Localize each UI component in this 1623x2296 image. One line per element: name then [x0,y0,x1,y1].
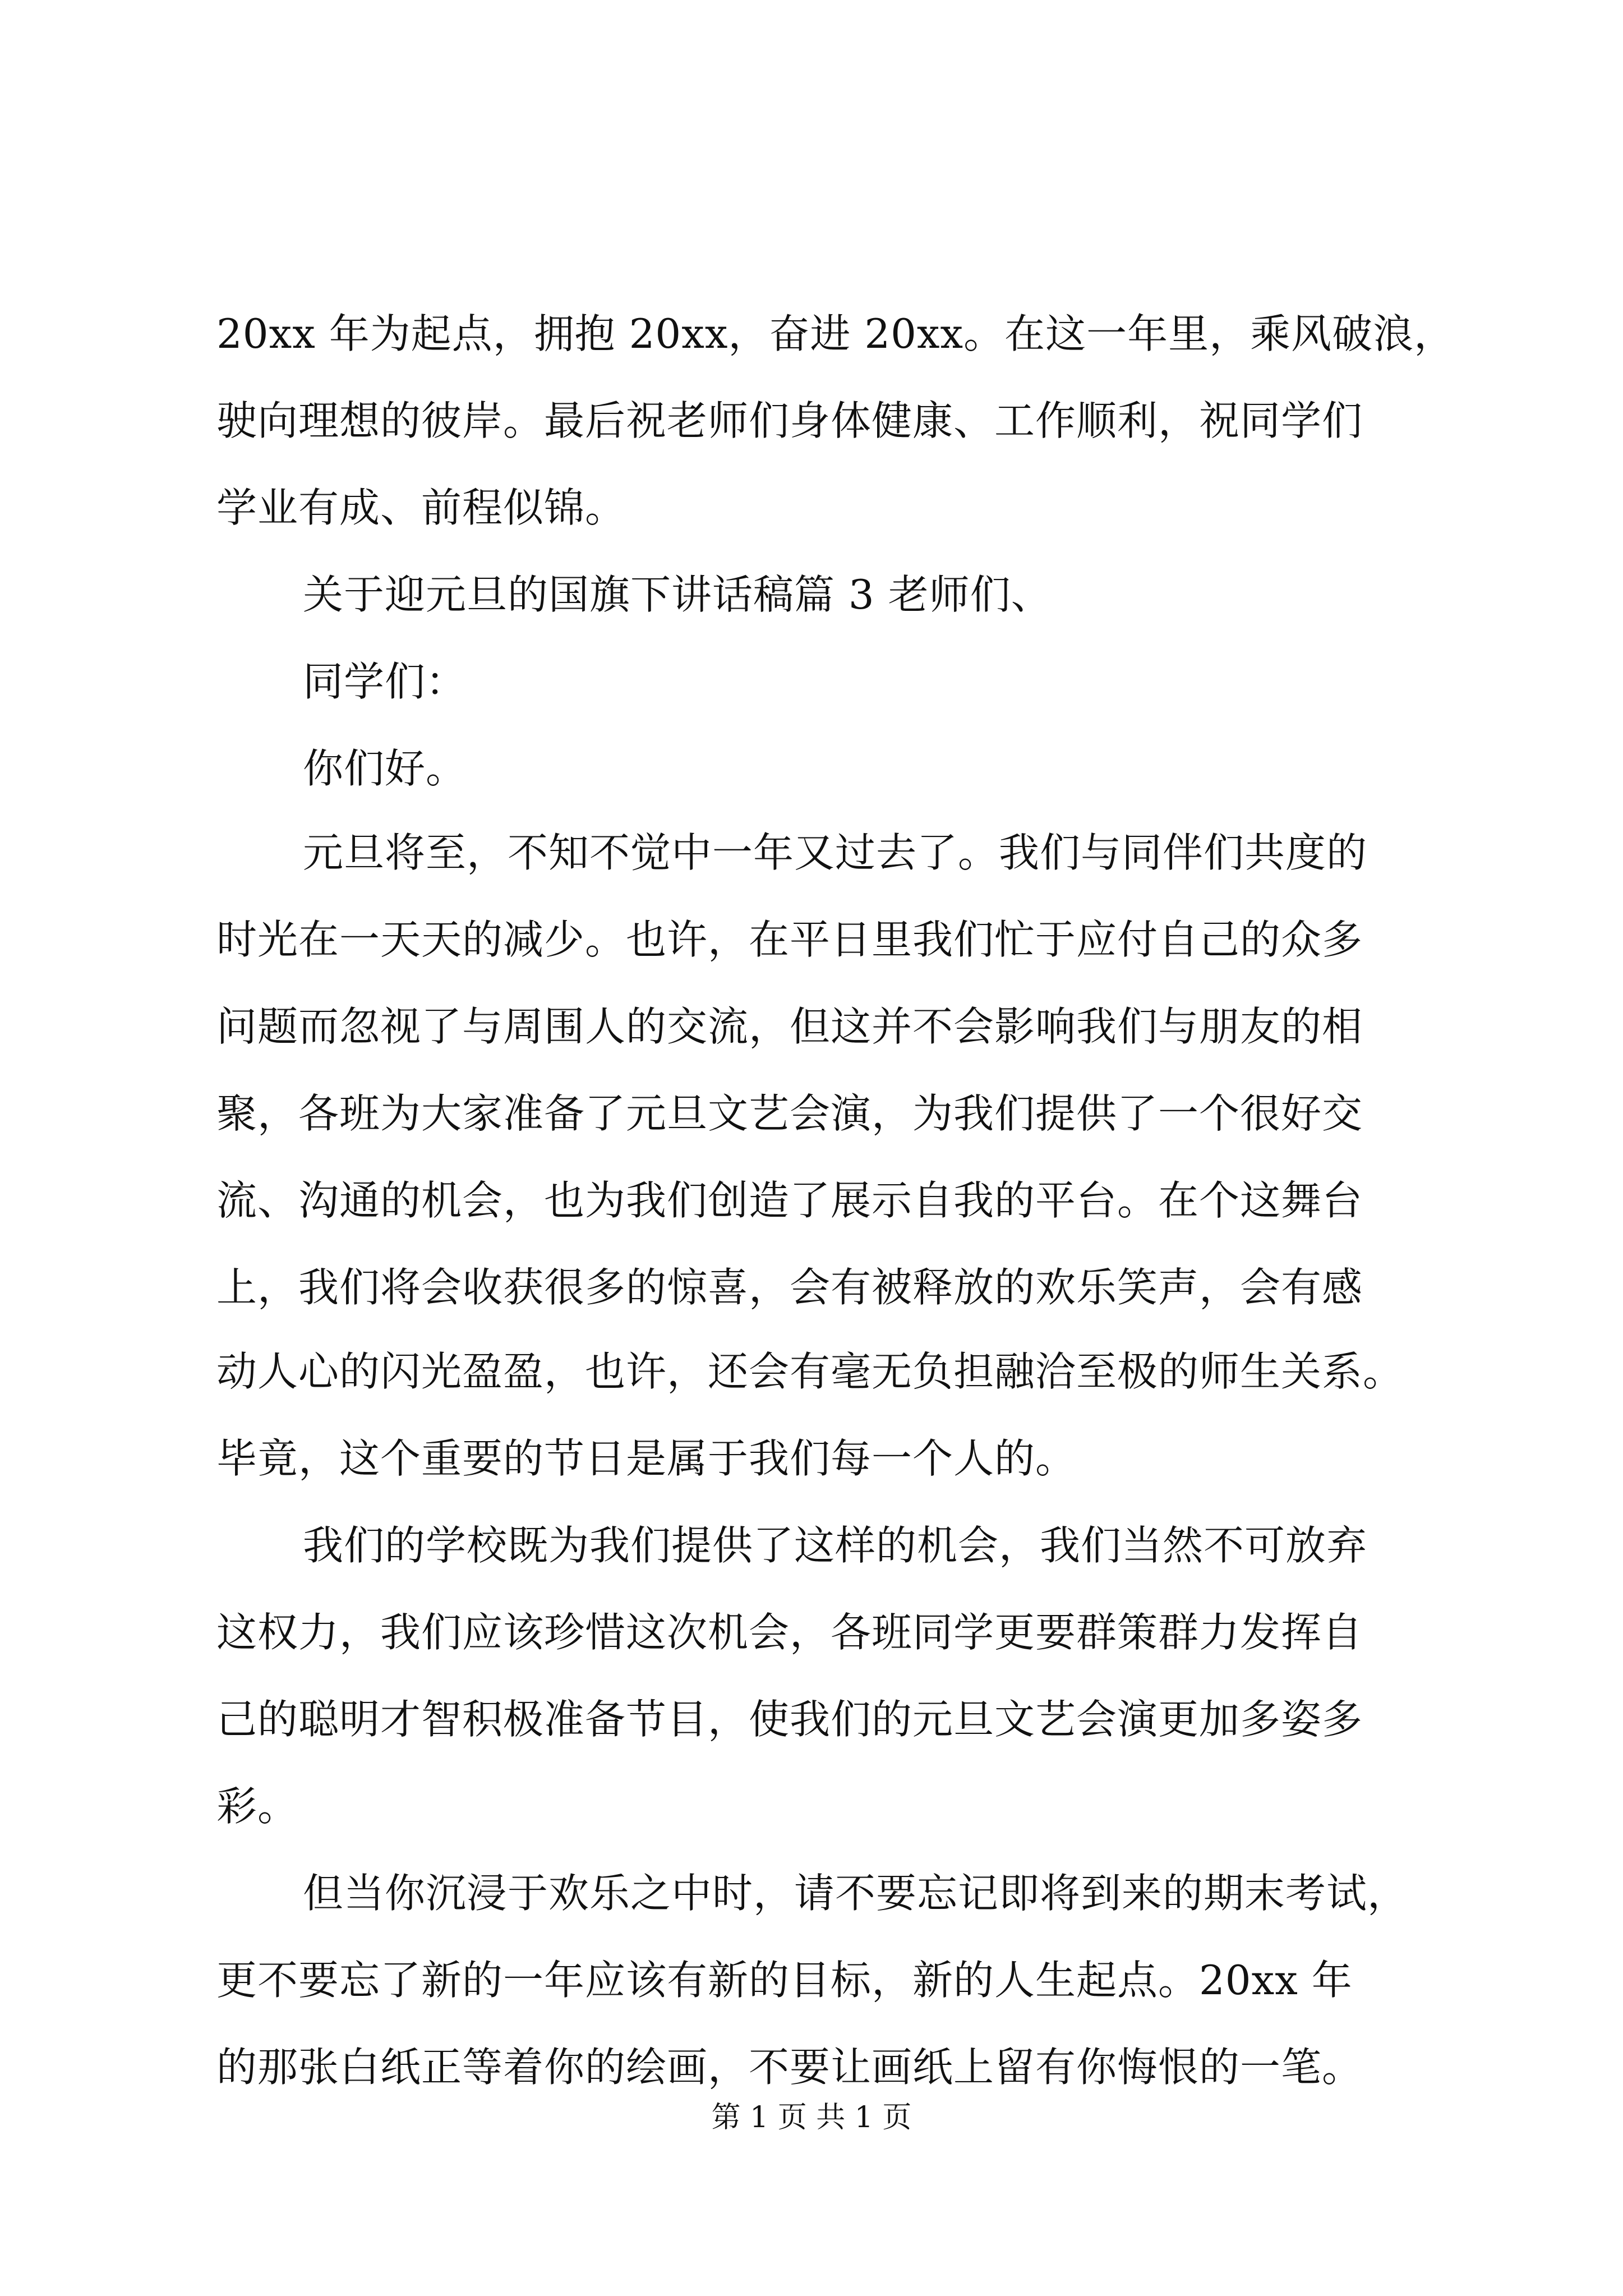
paragraph-start-line: 元旦将至，不知不觉中一年又过去了。我们与同伴们共度的 [303,829,1368,876]
greeting-line: 你们好。 [303,745,467,792]
body-text-line: 问题而忽视了与周围人的交流，但这并不会影响我们与朋友的相 [216,1003,1363,1050]
body-text-line: 学业有成、前程似锦。 [216,484,626,531]
body-text-line: 彩。 [216,1783,299,1830]
body-text-line: 这权力，我们应该珍惜这次机会，各班同学更要群策群力发挥自 [216,1609,1363,1656]
body-text-line: 己的聪明才智积极准备节目，使我们的元旦文艺会演更加多姿多 [216,1696,1363,1743]
body-text-line: 更不要忘了新的一年应该有新的目标，新的人生起点。20xx 年 [216,1957,1353,2004]
body-text-line: 的那张白纸正等着你的绘画，不要让画纸上留有你悔恨的一笔。 [216,2044,1363,2091]
body-text-line: 毕竟，这个重要的节日是属于我们每一个人的。 [216,1435,1077,1482]
body-text-line: 聚，各班为大家准备了元旦文艺会演，为我们提供了一个很好交 [216,1090,1363,1137]
body-text-line: 驶向理想的彼岸。最后祝老师们身体健康、工作顺利，祝同学们 [216,397,1363,444]
salutation-line: 同学们： [303,658,467,705]
page-number-footer: 第 1 页 共 1 页 [711,2101,912,2134]
paragraph-start-line: 我们的学校既为我们提供了这样的机会，我们当然不可放弃 [303,1522,1368,1569]
body-text-line: 流、沟通的机会，也为我们创造了展示自我的平台。在个这舞台 [216,1177,1363,1224]
paragraph-start-line: 但当你沉浸于欢乐之中时，请不要忘记即将到来的期末考试， [303,1870,1409,1917]
body-text-line: 动人心的闪光盈盈，也许，还会有毫无负担融洽至极的师生关系。 [216,1348,1404,1395]
section-heading-line: 关于迎元旦的国旗下讲话稿篇 3 老师们、 [303,571,1052,618]
body-text-line: 时光在一天天的减少。也许，在平日里我们忙于应付自己的众多 [216,916,1363,963]
body-text-line: 上，我们将会收获很多的惊喜，会有被释放的欢乐笑声，会有感 [216,1264,1363,1311]
body-text-line: 20xx 年为起点，拥抱 20xx，奋进 20xx。在这一年里，乘风破浪， [216,310,1455,357]
